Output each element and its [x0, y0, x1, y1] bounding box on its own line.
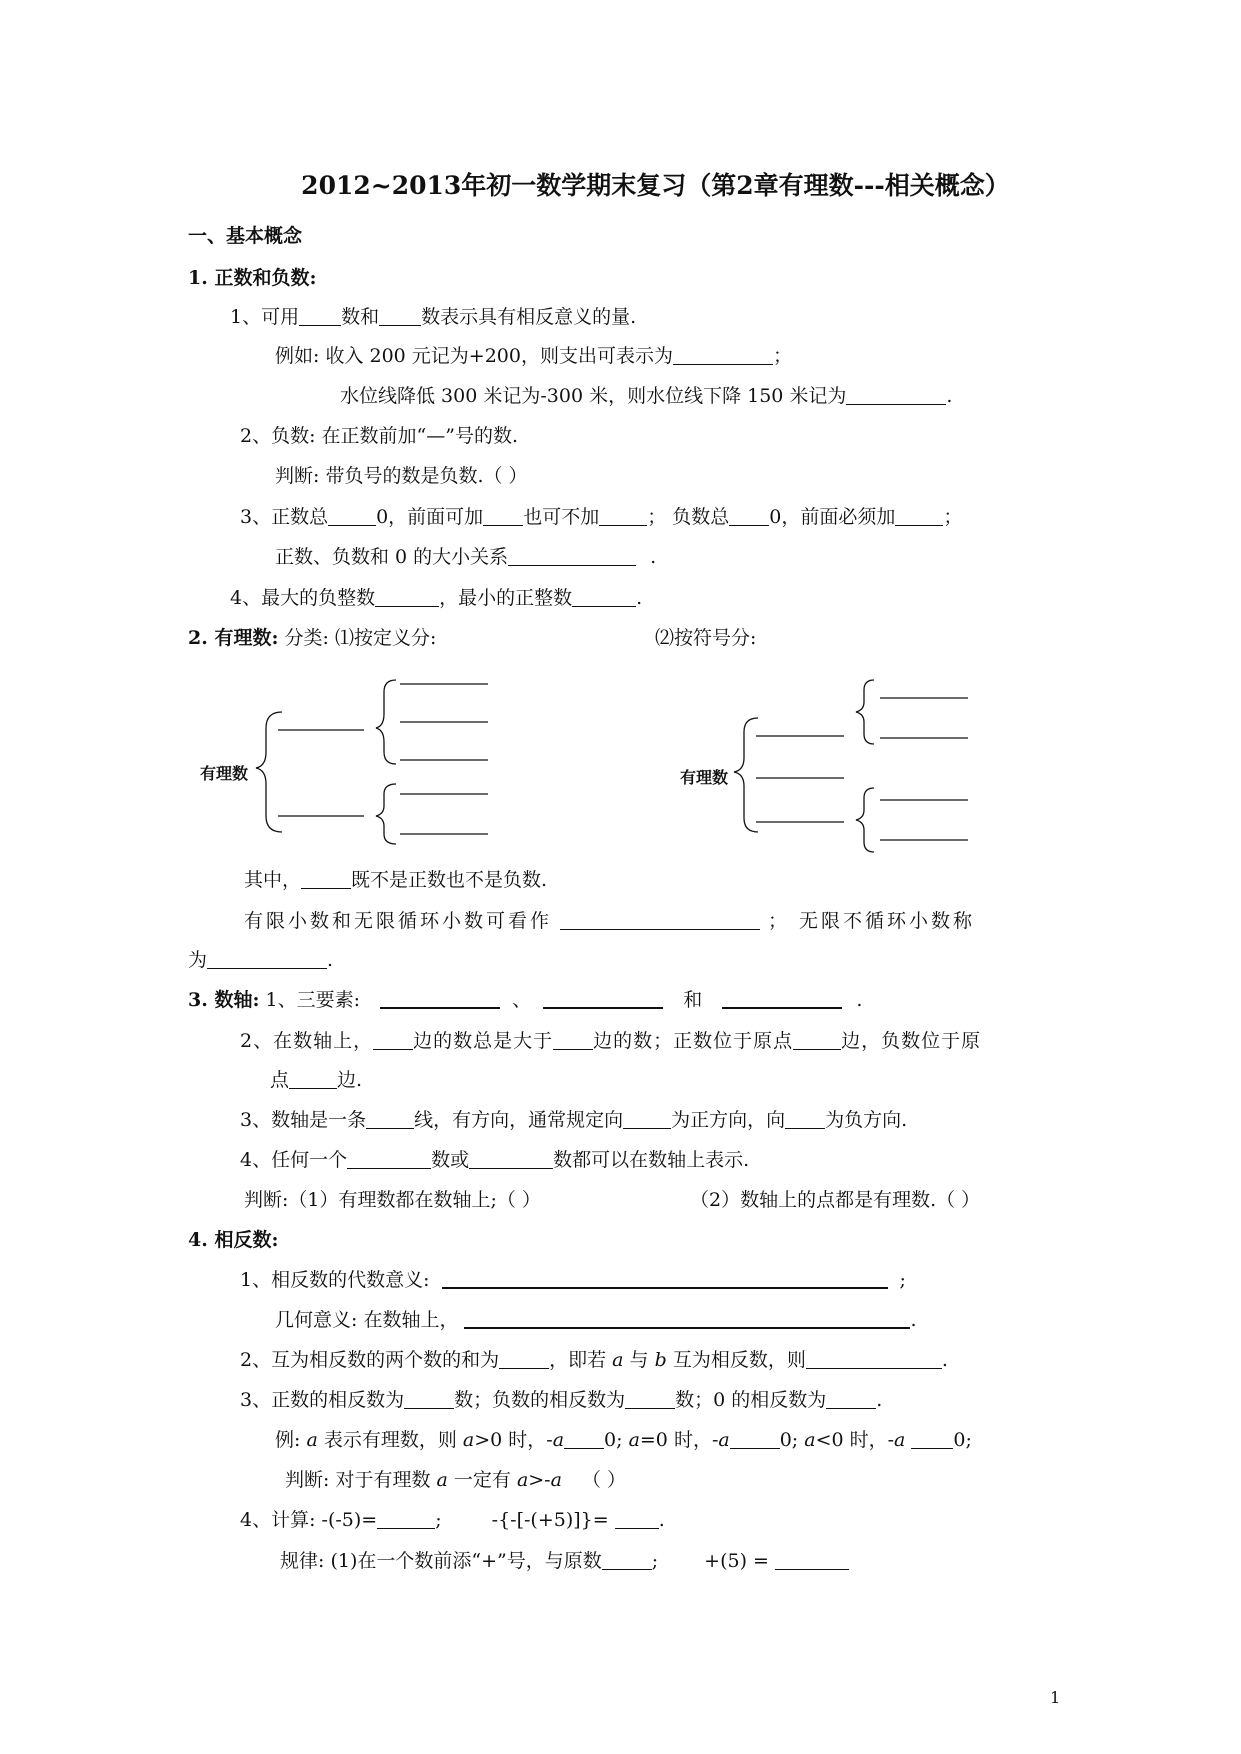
blank[interactable]: [673, 346, 773, 365]
text: 线，有方向，通常规定向: [414, 1109, 624, 1131]
blank[interactable]: [615, 1510, 659, 1529]
text: 为: [188, 949, 208, 971]
variable: a: [550, 1469, 562, 1491]
text: 点: [270, 1069, 290, 1091]
blank[interactable]: [553, 1031, 593, 1050]
text: 4、任何一个: [240, 1149, 348, 1171]
text: 数；负数的相反数为: [454, 1389, 626, 1411]
blank[interactable]: [508, 547, 636, 566]
text: 分类: ⑴按定义分:: [284, 627, 437, 649]
blank[interactable]: [895, 507, 943, 526]
text: ;: [651, 1550, 659, 1572]
text: 数；0 的相反数为: [675, 1389, 827, 1411]
text: 几何意义: 在数轴上，: [275, 1309, 459, 1331]
blank[interactable]: [328, 507, 376, 526]
text: 既不是正数也不是负数.: [351, 869, 548, 891]
text: 、: [512, 989, 532, 1011]
text: .: [636, 587, 643, 609]
brace-label: 有理数: [200, 764, 249, 783]
text-line: [240, 1108, 907, 1132]
subsection-heading: 1. 正数和负数:: [188, 267, 317, 289]
blank[interactable]: [207, 950, 327, 969]
text: 0;: [953, 1429, 972, 1451]
blank[interactable]: [373, 1031, 413, 1050]
text-line: [275, 344, 792, 368]
text-line: [270, 1068, 362, 1092]
text: 边.: [337, 1069, 363, 1091]
text: >0 时，-: [474, 1429, 553, 1451]
text: 1、可用: [230, 306, 300, 328]
blank[interactable]: [826, 1390, 876, 1409]
text-line: [240, 1148, 749, 1172]
text: ； 无限不循环小数称: [768, 910, 976, 932]
text-line: 判断:（1）有理数都在数轴上;（ ）: [244, 1189, 541, 1211]
subsection-heading: 3. 数轴:: [188, 989, 260, 1011]
text-line: [240, 1268, 906, 1292]
variable: a: [306, 1429, 318, 1451]
text: 数都可以在数轴上表示.: [553, 1149, 750, 1171]
text: 例:: [275, 1429, 301, 1451]
text: ;: [899, 1269, 906, 1291]
text: 水位线降低 300 米记为-300 米，则水位线下降 150 米记为: [340, 385, 847, 407]
text: 边的数；正数位于原点: [593, 1030, 794, 1052]
blank[interactable]: [375, 588, 439, 607]
blank[interactable]: [722, 989, 842, 1009]
brace-label: 有理数: [680, 768, 729, 787]
text: .: [650, 546, 657, 568]
blank[interactable]: [379, 307, 421, 326]
text: 与: [629, 1349, 649, 1371]
blank[interactable]: [301, 870, 351, 889]
text: 0;: [604, 1429, 623, 1451]
text: 和: [683, 989, 703, 1011]
variable: b: [654, 1349, 667, 1371]
text: 其中，: [244, 869, 302, 891]
text: .: [910, 1309, 917, 1331]
text: -{-[-(+5)]}=: [491, 1509, 609, 1531]
text: 3、数轴是一条: [240, 1109, 367, 1131]
text-line: [285, 1468, 626, 1492]
text: ；: [772, 345, 792, 367]
text: 表示有理数，则: [323, 1429, 457, 1451]
variable: a: [894, 1429, 906, 1451]
variable: a: [436, 1469, 448, 1491]
brace-shape: [856, 680, 874, 744]
text-line: [244, 868, 547, 892]
text-line: 判断: 带负号的数是负数.（ ）: [275, 465, 528, 487]
variable: a: [462, 1429, 475, 1451]
blank[interactable]: [911, 1430, 953, 1449]
text: ，即若: [549, 1349, 607, 1371]
text: .: [941, 1349, 948, 1371]
blank[interactable]: [404, 1390, 454, 1409]
brace-shape: [856, 788, 874, 852]
text: .: [327, 949, 334, 971]
text: 3、正数的相反数为: [240, 1389, 405, 1411]
blank[interactable]: [366, 1110, 414, 1129]
blank[interactable]: [469, 1150, 553, 1169]
text: 2、互为相反数的两个数的和为: [240, 1349, 500, 1371]
text: ;: [435, 1509, 442, 1531]
text: <0 时，-: [815, 1429, 895, 1451]
text: 3、正数总: [240, 506, 329, 528]
text: .: [876, 1389, 883, 1411]
text: 1、相反数的代数意义:: [240, 1269, 430, 1291]
blank[interactable]: [730, 1430, 780, 1449]
text: 规律: (1)在一个数前添“+”号，与原数: [280, 1550, 602, 1572]
text: ； 负数总: [647, 506, 730, 528]
text-line: [240, 1029, 981, 1053]
blank[interactable]: [347, 1150, 431, 1169]
variable: a: [612, 1349, 624, 1371]
text-line: [340, 384, 952, 408]
blank[interactable]: [377, 1510, 435, 1529]
brace-shape: [376, 680, 396, 764]
page-number: 1: [1050, 1688, 1061, 1707]
text: 为正方向，向: [671, 1109, 786, 1131]
blank[interactable]: [729, 507, 769, 526]
text: 数和: [341, 306, 380, 328]
text-line: [188, 988, 862, 1012]
blank[interactable]: [599, 507, 647, 526]
text: 数或: [431, 1149, 470, 1171]
blank[interactable]: [299, 307, 341, 326]
text: 0，前面可加: [376, 506, 484, 528]
text: >-: [528, 1469, 551, 1491]
text: ，最小的正整数: [439, 587, 573, 609]
text: ；: [943, 506, 963, 528]
text: 为负方向.: [825, 1109, 908, 1131]
subsection-heading: 4. 相反数:: [188, 1229, 279, 1251]
blank[interactable]: [543, 989, 663, 1009]
text-line: [240, 1388, 882, 1412]
variable: a: [516, 1469, 529, 1491]
text: 4、最大的负整数: [230, 587, 376, 609]
blank[interactable]: [564, 1430, 604, 1449]
variable: a: [628, 1429, 640, 1451]
blank[interactable]: [560, 911, 760, 930]
blank[interactable]: [380, 989, 500, 1009]
variable: a: [718, 1429, 730, 1451]
text: 有限小数和无限循环小数可看作: [244, 910, 553, 932]
blank[interactable]: [806, 1350, 942, 1369]
blank[interactable]: [602, 1551, 652, 1570]
blank[interactable]: [793, 1031, 841, 1050]
text: .: [658, 1509, 665, 1531]
blank[interactable]: [464, 1309, 910, 1329]
blank[interactable]: [572, 588, 636, 607]
blank[interactable]: [846, 386, 946, 405]
text: 边的数总是大于: [413, 1030, 554, 1052]
text-line: [275, 1428, 972, 1452]
text-line: ⑵按符号分:: [655, 627, 757, 649]
brace-shape: [734, 718, 758, 832]
text-line: [240, 1348, 948, 1372]
section-heading: 一、基本概念: [188, 225, 303, 247]
text: 1、三要素:: [265, 989, 361, 1011]
text: 0;: [779, 1429, 799, 1451]
text-line: [188, 626, 436, 650]
blank[interactable]: [499, 1350, 549, 1369]
text-line: [240, 1508, 665, 1532]
text: 数表示具有相反意义的量.: [421, 306, 637, 328]
text-line: 2、负数: 在正数前加“—”号的数.: [240, 425, 518, 447]
text-line: [230, 305, 636, 329]
blank[interactable]: [483, 507, 523, 526]
document-title: 2012~2013年初一数学期末复习（第2章有理数---相关概念）: [301, 171, 1010, 200]
text: 也可不加: [523, 506, 600, 528]
blank[interactable]: [289, 1070, 337, 1089]
text-line: [280, 1549, 849, 1573]
text-line: [230, 586, 642, 610]
text: =0 时，-: [639, 1429, 719, 1451]
text: 一定有: [453, 1469, 511, 1491]
text-line: [240, 505, 962, 529]
text: 互为相反数，则: [672, 1349, 806, 1371]
text: 例如: 收入 200 元记为+200，则支出可表示为: [275, 345, 673, 367]
text: +(5) =: [704, 1550, 769, 1572]
subsection-heading: 2. 有理数:: [188, 627, 279, 649]
text: 判断: 对于有理数: [285, 1469, 431, 1491]
variable: a: [804, 1429, 816, 1451]
blank[interactable]: [775, 1551, 849, 1570]
text-line: [188, 948, 333, 972]
text: 4、计算: -(-5)=: [240, 1509, 378, 1531]
text-line: [244, 909, 975, 933]
text: .: [856, 989, 863, 1011]
text: 0，前面必须加: [769, 506, 896, 528]
blank[interactable]: [625, 1390, 675, 1409]
blank[interactable]: [623, 1110, 671, 1129]
variable: a: [552, 1429, 565, 1451]
brace-shape: [256, 712, 282, 832]
text-line: （2）数轴上的点都是有理数.（ ）: [690, 1189, 981, 1211]
text-line: [275, 545, 656, 569]
blank[interactable]: [442, 1269, 888, 1289]
text: （ ）: [581, 1469, 627, 1491]
text: 正数、负数和 0 的大小关系: [275, 546, 509, 568]
text: 2、在数轴上，: [240, 1030, 374, 1052]
text: .: [946, 385, 953, 407]
text-line: [275, 1308, 917, 1332]
text: 边，负数位于原: [841, 1030, 982, 1052]
blank[interactable]: [785, 1110, 825, 1129]
brace-shape: [376, 784, 396, 844]
